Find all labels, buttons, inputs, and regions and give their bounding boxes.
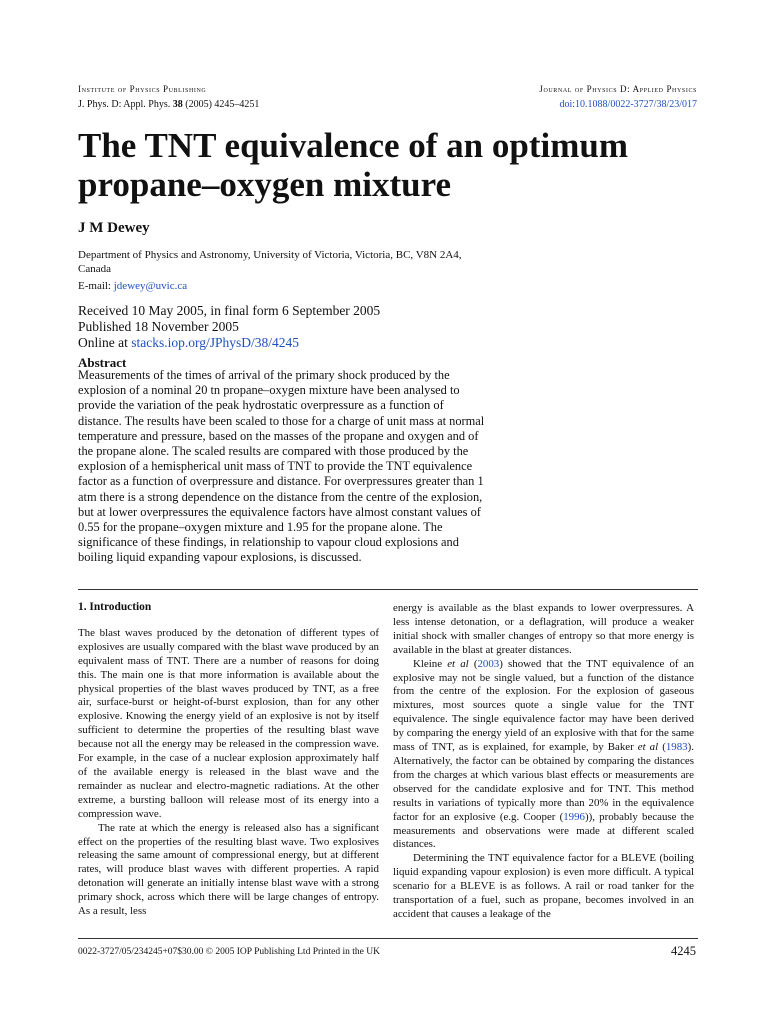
citation-suffix: (2005) 4245–4251 xyxy=(185,99,260,110)
published-date: Published 18 November 2005 xyxy=(78,319,239,334)
received-date: Received 10 May 2005, in final form 6 September 2005 xyxy=(78,303,381,318)
intro-paragraph-5: Determining the TNT equivalence factor for a BLEVE (boiling liquid expanding vapour explosion) is even more difficult. A typical scenario for a BLEVE is as follows. A rail or road tanker for the transportation of a fuel, such as propane, becomes involved in an accident that causes a leakage of the xyxy=(393,852,694,920)
text-fragment: ( xyxy=(468,657,478,670)
paper-title: The TNT equivalence of an optimum propane–oxygen mixture xyxy=(78,126,629,204)
publisher-name: Institute of Physics Publishing xyxy=(78,84,207,94)
citation-link-2003[interactable]: 2003 xyxy=(477,657,500,670)
text-fragment: ( xyxy=(658,741,666,754)
section-divider xyxy=(78,589,698,590)
citation-volume: 38 xyxy=(172,99,183,110)
citation-link-1996[interactable]: 1996 xyxy=(563,810,585,823)
online-line xyxy=(78,335,380,351)
citation-prefix: J. Phys. D: Appl. Phys. xyxy=(78,99,171,110)
abstract-text: Measurements of the times of arrival of the primary shock produced by the explosion of a nominal 20 tn propane–oxygen mixture have been analysed to provide the variation of the peak hydrostatic overpressure as a function of distance. The results have been scaled to those for a charge of unit mass at normal temperature and pressure, based on the masses of the propane and oxygen and of the propane alone. The scaled results are compared with those produced by the explosion of a hemispherical unit mass of TNT to provide the TNT equivalence factor as a function of overpressure and distance. For overpressures greater than 1 atm there is a strong dependence on the distance from the centre of the explosion, but at lower overpressures the equivalence factors have almost constant values of 0.55 for the propane–oxygen mixture and 1.95 for the propane alone. The significance of these findings, in relationship to vapour cloud explosions and boiling liquid expanding vapour explosions, is discussed. xyxy=(78,368,485,565)
et-al: et al xyxy=(637,741,659,754)
citation-link-1983[interactable]: 1983 xyxy=(665,741,688,754)
page-number: 4245 xyxy=(671,944,696,958)
author-email xyxy=(78,280,187,292)
body-column-right xyxy=(393,602,694,922)
email-label: E-mail: xyxy=(78,280,111,292)
email-link[interactable]: jdewey@uvic.ca xyxy=(113,280,188,292)
section-heading-introduction: 1. Introduction xyxy=(78,601,152,613)
publication-dates xyxy=(78,303,380,351)
intro-paragraph-2: The rate at which the energy is released also has a significant effect on the properties of the resulting blast wave. Two explosives releasing the same amount of compressional energy, but at different rates, will produce blast waves with different properties. A rapid detonation will generate an initially intense blast wave with a strong primary shock, across which there will be large changes of entropy. As a result, less xyxy=(78,821,379,918)
footer-code: 0022-3727/05/234245+07$30.00 © 2005 IOP Publishing Ltd Printed in the UK xyxy=(78,947,380,957)
intro-paragraph-1: The blast waves produced by the detonation of different types of explosives are usually compared with the blast wave produced by an equivalent mass of TNT. There are a number of reasons for doing this. The main one is that more information is available about the physical properties of the blast waves produced by TNT, as a free air, surface-burst or height-of-burst explosion, than for any other explosive. Knowing the energy yield of an explosive is not by itself sufficient to determine the properties of the resulting blast wave because not all the energy may be released in the compression wave. For example, in the case of a nuclear explosion approximately half of the available energy is released in the blast wave and the remainder as nuclear and electro-magnetic radiations. At the other extreme, a bursting balloon will release most of its energy into a compression wave. xyxy=(78,626,379,820)
intro-paragraph-4 xyxy=(393,658,694,853)
citation xyxy=(78,99,259,110)
online-url-link[interactable]: stacks.iop.org/JPhysD/38/4245 xyxy=(131,335,300,350)
journal-name: Journal of Physics D: Applied Physics xyxy=(539,84,697,94)
text-fragment: ). Alternatively, the factor can be obtained by comparing the distances from the charges at which various blast effects or measurements are observed for the candidate explosive and for TNT. This method results in variations of typically more than 20% in the equivalence factor for an explosive (e.g. Cooper ( xyxy=(393,741,694,823)
author-affiliation: Department of Physics and Astronomy, University of Victoria, Victoria, BC, V8N 2A4, Canada xyxy=(78,249,462,275)
author-name: J M Dewey xyxy=(78,220,150,236)
text-fragment: )), probably because the measurements and observations were made at different scaled distances. xyxy=(393,810,694,851)
intro-paragraph-3: energy is available as the blast expands to lower overpressures. A less intense detonation, or a deflagration, will produce a weaker initial shock with smaller changes of entropy so that more energy is available in the blast at greater distances. xyxy=(393,602,694,656)
text-fragment: Kleine xyxy=(413,657,448,670)
body-column-left xyxy=(78,601,379,919)
doi-link[interactable]: doi:10.1088/0022-3727/38/23/017 xyxy=(559,99,697,110)
et-al: et al xyxy=(447,657,469,670)
text-fragment: ) showed that the TNT equivalence of an explosive may not be single valued, but a function of the distance from the centre of the explosion. For the explosion of gaseous mixtures, most sources quote a single value for the TNT equivalence. The single equivalence factor may have been derived by comparing the energy yield of an explosive with that for the same mass of TNT, as is explained, for example, by Baker xyxy=(393,657,694,754)
footer-divider xyxy=(78,938,698,939)
abstract-heading: Abstract xyxy=(78,355,127,370)
online-label: Online at xyxy=(78,335,128,350)
